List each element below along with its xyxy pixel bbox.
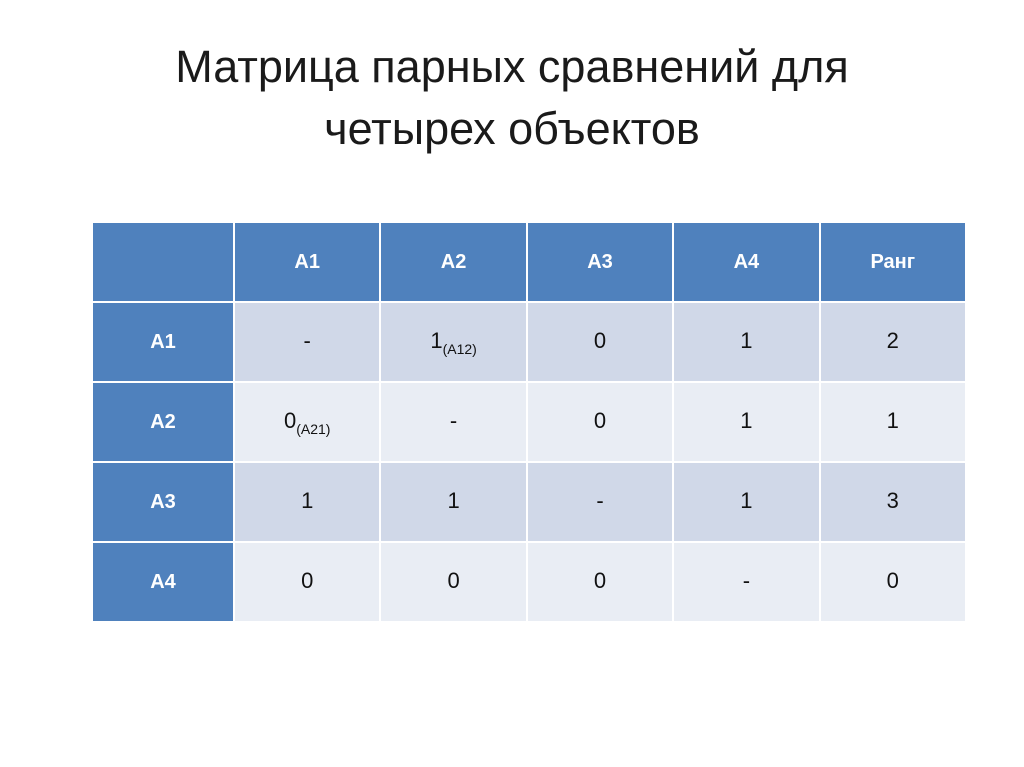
cell-value: 2: [886, 327, 899, 353]
table-cell: [234, 462, 380, 542]
row-label-a4: А4: [92, 542, 234, 622]
row-label-a3: А3: [92, 462, 234, 542]
header-cell-a2: А2: [380, 222, 526, 302]
table-header-row: [92, 222, 966, 302]
cell-value: 1: [301, 487, 314, 513]
cell-value: -: [742, 567, 751, 593]
pairwise-comparison-table: [91, 221, 967, 623]
table-cell-rank: [820, 382, 966, 462]
cell-value: 1: [430, 327, 443, 353]
row-label-a2: А2: [92, 382, 234, 462]
slide-title-line-1: Матрица парных сравнений для: [175, 41, 849, 92]
table-row: [92, 382, 966, 462]
table-cell: [527, 462, 673, 542]
table-cell: [673, 462, 819, 542]
table-cell: [380, 382, 526, 462]
table-cell-rank: [820, 302, 966, 382]
table-cell: [673, 302, 819, 382]
cell-subscript: (А12): [442, 340, 477, 357]
table-row: [92, 302, 966, 382]
slide-title: [60, 36, 964, 160]
table-cell: [380, 542, 526, 622]
cell-value: 1: [740, 407, 753, 433]
table-row: [92, 542, 966, 622]
header-corner-cell: [92, 222, 234, 302]
header-cell-a4: А4: [673, 222, 819, 302]
header-cell-a1: А1: [234, 222, 380, 302]
cell-value: 1: [447, 487, 460, 513]
cell-subscript: (А21): [296, 420, 331, 437]
table-cell: [380, 462, 526, 542]
cell-value: 1: [740, 487, 753, 513]
cell-value: 0: [593, 327, 607, 353]
table-row: [92, 462, 966, 542]
cell-value: 0: [886, 567, 899, 593]
cell-value: -: [303, 327, 311, 353]
table-cell: [380, 302, 526, 382]
header-cell-rank: Ранг: [820, 222, 966, 302]
table-cell: [527, 542, 673, 622]
cell-value: 3: [886, 487, 899, 513]
cell-value: 0: [301, 567, 314, 593]
table-cell: [673, 542, 819, 622]
header-cell-a3: А3: [527, 222, 673, 302]
cell-value: 0: [593, 407, 607, 433]
cell-value: 0: [283, 407, 297, 433]
cell-value: 1: [886, 407, 899, 433]
cell-value: 1: [740, 327, 753, 353]
table-cell-rank: [820, 462, 966, 542]
table-cell: [234, 542, 380, 622]
cell-value: 0: [593, 567, 607, 593]
table-cell: [527, 302, 673, 382]
row-label-a1: А1: [92, 302, 234, 382]
table-cell: [673, 382, 819, 462]
slide-title-line-2: четырех объектов: [324, 103, 700, 154]
table-cell-rank: [820, 542, 966, 622]
table-cell: [527, 382, 673, 462]
table-cell: [234, 302, 380, 382]
cell-value: 0: [447, 567, 460, 593]
table-cell: [234, 382, 380, 462]
cell-value: -: [596, 487, 604, 513]
cell-value: -: [449, 407, 458, 433]
